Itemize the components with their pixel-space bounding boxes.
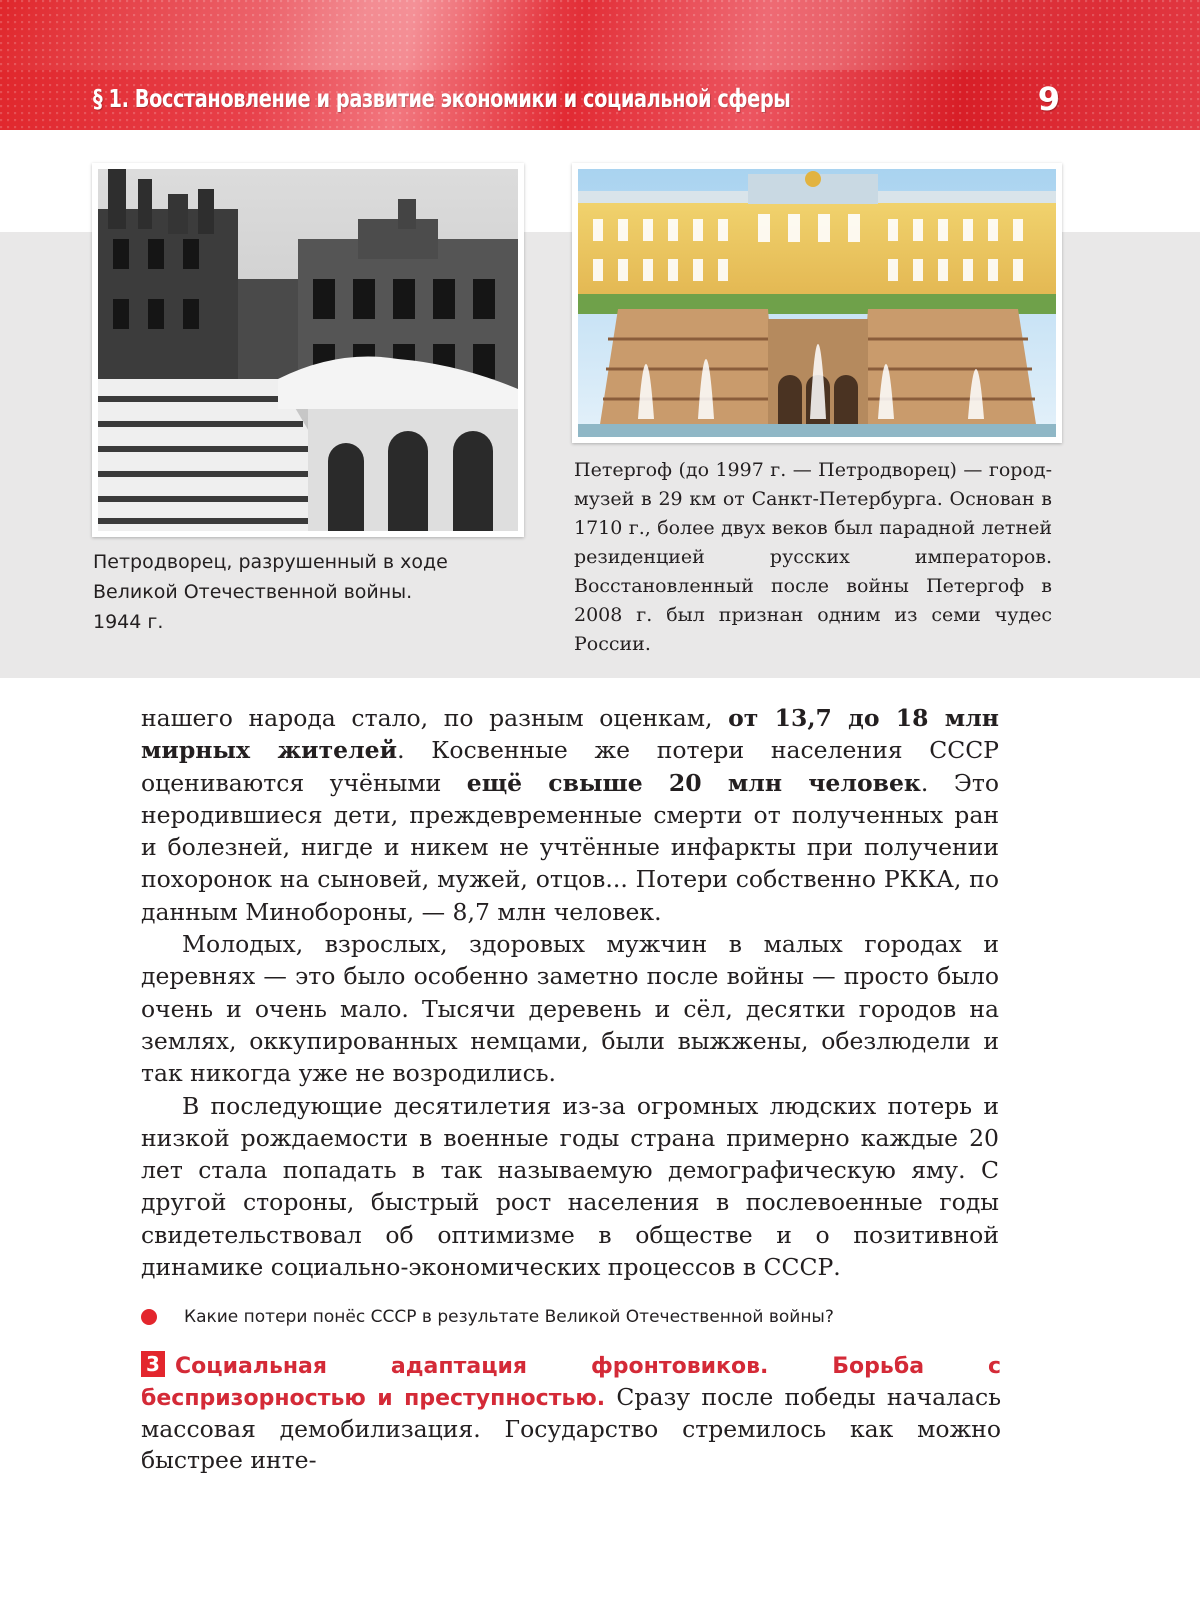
bullet-dot-icon [141, 1309, 157, 1325]
question-text: Какие потери понёс СССР в результате Великой Отечественной войны? [184, 1307, 834, 1327]
section-3 [141, 1350, 1001, 1476]
text-span: . Косвенные же потери населения СССР оцениваются учёными [141, 736, 999, 797]
page-number: 9 [1037, 80, 1060, 118]
caption-line: Великой Отечественной войны. [93, 581, 413, 603]
section-heading: Социальная адаптация фронтовиков. Борьба с беспризорностью и преступностью. [141, 1354, 1001, 1411]
section-text: Сразу после победы началась массовая демобилизация. Государство стремилось как можно быстрее инте- [141, 1383, 1002, 1474]
section-number-badge: 3 [141, 1351, 165, 1377]
bold-text: ещё свыше 20 млн человек [466, 768, 921, 797]
destroyed-palace-photo [92, 163, 524, 537]
paragraph-3: В последующие десятилетия из-за огромных людских потерь и низкой рождаемости в военные годы страна примерно каждые 20 лет стала попадать в так называемую демографическую яму. С другой стороны, быстрый рост населения в послевоенные годы свидетельствовал об оптимизме в обществе и о позитивной динамике социально-экономических процессов в СССР. [141, 1091, 999, 1282]
page-header [0, 0, 1200, 130]
header-pattern [0, 0, 1200, 70]
peterhof-palace-photo [572, 163, 1062, 443]
text-span: нашего народа стало, по разным оценкам, [141, 704, 729, 732]
bold-text: от 13,7 до 18 млн мирных жителей [141, 704, 999, 765]
text-span: . Это неродившиеся дети, преждевременные смерти от полученных ран и болезней, нигде и никем не учтённые инфаркты при получении похоронок на сыновей, мужей, отцов... Потери собственно РККА, по данным Минобороны, — 8,7 млн человек. [141, 768, 999, 926]
paragraph-2: Молодых, взрослых, здоровых мужчин в малых городах и деревнях — это было особенно заметно после войны — просто было очень и очень мало. Тысячи деревень и сёл, десятки городов на землях, оккупированных немцами, были выжжены, обезлюдели и так никогда уже не возродились. [141, 930, 999, 1088]
caption-line: Петродворец, разрушенный в ходе [93, 551, 448, 573]
caption-line: 1944 г. [93, 611, 164, 633]
chapter-title: § 1. Восстановление и развитие экономики и социальной сферы [93, 84, 791, 113]
main-text [141, 702, 999, 1283]
right-photo-caption: Петергоф (до 1997 г. — Петродворец) — город-музей в 29 км от Санкт-Петербурга. Основан в 1710 г., более двух веков был парадной летней резиденцией русских императоров. Восстановленный после войны Петергоф в 2008 г. был признан одним из семи чудес России. [574, 459, 1052, 655]
paragraph-1 [141, 702, 999, 928]
left-photo-caption [93, 547, 533, 637]
